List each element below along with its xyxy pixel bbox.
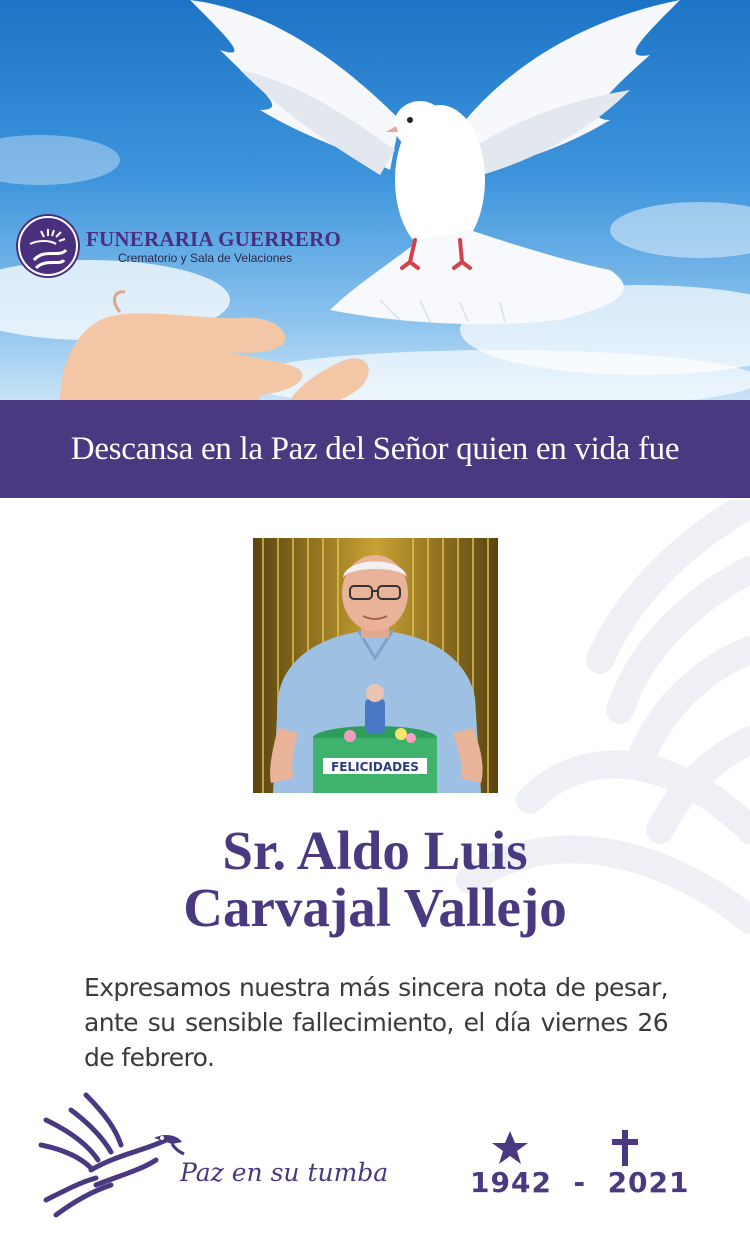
deceased-name-line2: Carvajal Vallejo [183,877,567,938]
brand-logo-icon [16,214,80,278]
brand-header [16,214,341,278]
sky-scene [0,0,750,400]
life-years [470,1166,690,1199]
year-separator: - [573,1166,587,1199]
hero-image [0,0,750,400]
deceased-photo [253,538,498,793]
rip-text: Paz en su tumba [180,1158,389,1187]
epitaph-banner [0,400,750,498]
death-year: 2021 [607,1166,690,1199]
deceased-name [0,822,750,936]
condolence-message: Expresamos nuestra más sincera nota de pesar, ante su sensible fallecimiento, el día viernes 26 de febrero. [84,973,668,1072]
cake-text: FELICIDADES [331,760,419,774]
dove-icon [36,1090,186,1230]
brand-name: FUNERARIA GUERRERO [86,227,342,251]
brand-text [86,227,341,265]
cross-icon [612,1130,638,1166]
deceased-name-line1: Sr. Aldo Luis [222,820,528,881]
star-icon [491,1130,529,1166]
epitaph-banner-text: Descansa en la Paz del Señor quien en vida fue [70,430,680,467]
birth-year: 1942 [470,1166,552,1199]
brand-subtitle: Crematorio y Sala de Velaciones [118,251,293,265]
